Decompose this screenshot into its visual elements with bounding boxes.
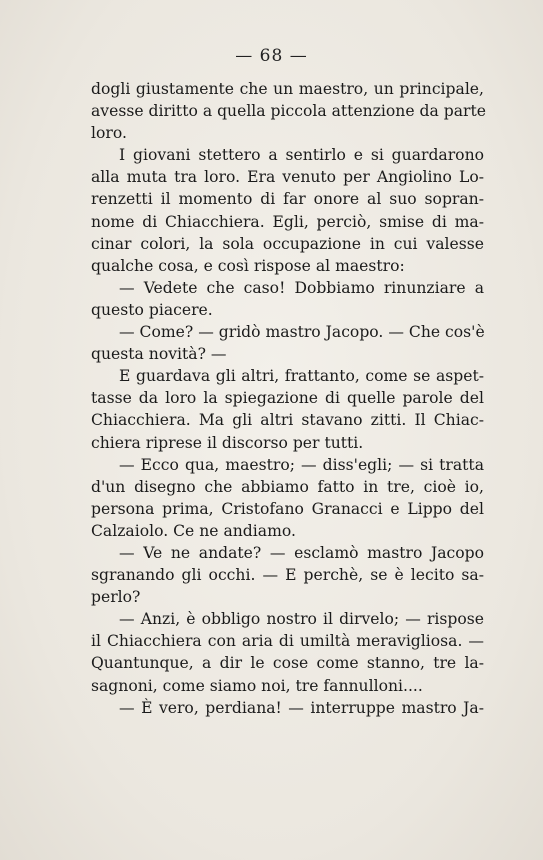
text-line: sagnoni, come siamo noi, tre fannulloni.... [91,676,423,695]
text-line: Calzaiolo. Ce ne andiamo. [91,521,296,540]
text-line: Chiacchiera. Ma gli altri stavano zitti. Il Chiac- [91,411,484,430]
body-text [91,78,484,719]
text-line: questo piacere. [91,300,213,319]
text-line: avesse diritto a quella piccola attenzione da parte [91,102,486,121]
text-line: — Ve ne andate? — esclamò mastro Jacopo [119,543,484,562]
paragraph [91,144,484,277]
text-line: — Anzi, è obbligo nostro il dirvelo; — rispose [119,610,484,629]
text-line: cinar colori, la sola occupazione in cui valesse [91,234,484,253]
paragraph [91,365,484,453]
text-line: qualche cosa, e così rispose al maestro: [91,256,405,275]
text-line: E guardava gli altri, frattanto, come se aspet- [119,367,484,386]
text-line: perlo? [91,588,141,607]
text-line: chiera riprese il discorso per tutti. [91,433,364,452]
text-line: tasse da loro la spiegazione di quelle parole del [91,389,484,408]
paragraph [91,608,484,696]
paragraph [91,277,484,321]
paragraph [91,321,484,365]
text-line: il Chiacchiera con aria di umiltà meravigliosa. — [91,632,484,651]
paragraph [91,78,484,144]
text-line: d'un disegno che abbiamo fatto in tre, cioè io, [91,477,484,496]
paragraph [91,542,484,608]
text-line: — Vedete che caso! Dobbiamo rinunziare a [119,278,484,297]
text-line: nome di Chiacchiera. Egli, perciò, smise di ma- [91,212,484,231]
text-line: — Come? — gridò mastro Jacopo. — Che cos'è [119,323,485,342]
page-number: — 68 — [235,46,308,66]
text-line: sgranando gli occhi. — E perchè, se è lecito sa- [91,566,484,585]
text-line: dogli giustamente che un maestro, un principale, [91,80,484,98]
paragraph [91,697,484,719]
text-line: I giovani stettero a sentirlo e si guardarono [119,146,484,165]
text-line: questa novità? — [91,345,227,364]
text-line: Quantunque, a dir le cose come stanno, tre la- [91,654,484,673]
text-line: loro. [91,124,127,143]
text-line: alla muta tra loro. Era venuto per Angiolino Lo- [91,168,484,187]
text-line: renzetti il momento di far onore al suo sopran- [91,190,484,209]
paragraph [91,454,484,542]
text-line: — È vero, perdiana! — interruppe mastro Ja- [119,698,484,717]
text-line: persona prima, Cristofano Granacci e Lippo del [91,499,484,518]
text-line: — Ecco qua, maestro; — diss'egli; — si tratta [119,455,484,474]
